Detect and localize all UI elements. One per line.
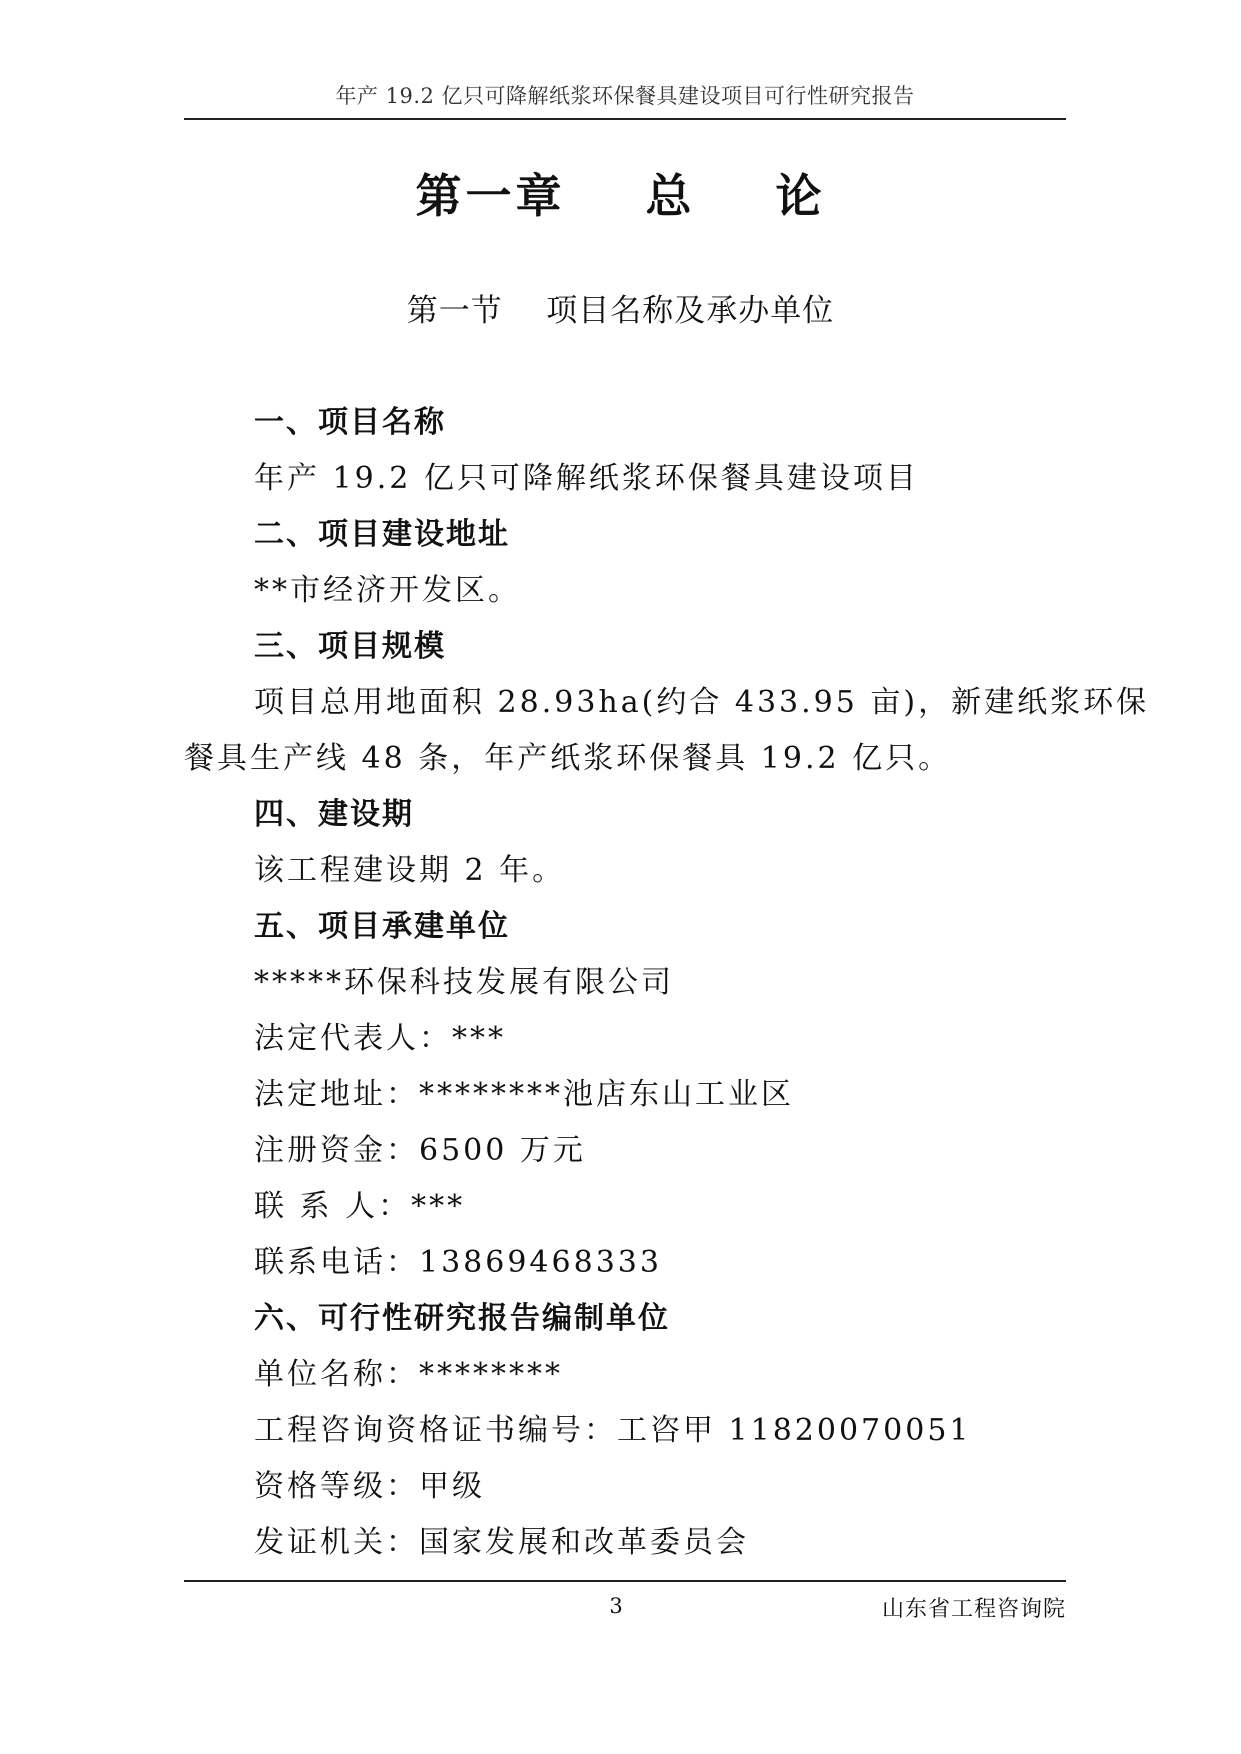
- heading-project-scale: 三、项目规模: [254, 629, 446, 664]
- heading-construction-period: 四、建设期: [254, 797, 414, 832]
- preparer-grade: 资格等级：甲级: [254, 1469, 485, 1504]
- section-title: 第一节 项目名称及承办单位: [406, 293, 835, 329]
- contractor-legal-rep: 法定代表人：***: [254, 1021, 506, 1056]
- contractor-contact: 联 系 人：***: [254, 1189, 466, 1224]
- contractor-capital: 注册资金：6500 万元: [254, 1133, 586, 1168]
- footer-organization: 山东省工程咨询院: [881, 1597, 1066, 1622]
- heading-project-address: 二、项目建设地址: [254, 517, 510, 552]
- preparer-issuer: 发证机关：国家发展和改革委员会: [254, 1525, 749, 1560]
- paragraph-project-scale-line2: 餐具生产线 48 条，年产纸浆环保餐具 19.2 亿只。: [184, 741, 952, 776]
- document-body: [184, 395, 1150, 1571]
- contractor-company: *****环保科技发展有限公司: [254, 965, 674, 1000]
- header-rule: [184, 118, 1066, 120]
- preparer-certificate: 工程咨询资格证书编号：工咨甲 11820070051: [254, 1413, 972, 1448]
- heading-report-preparer: 六、可行性研究报告编制单位: [254, 1301, 670, 1336]
- paragraph-project-scale-line1: 项目总用地面积 28.93ha(约合 433.95 亩)，新建纸浆环保: [254, 685, 1150, 720]
- paragraph-project-address: **市经济开发区。: [254, 573, 521, 608]
- preparer-name: 单位名称：********: [254, 1357, 563, 1392]
- contractor-address: 法定地址：********池店东山工业区: [254, 1077, 794, 1112]
- heading-project-name: 一、项目名称: [254, 405, 446, 440]
- contractor-phone: 联系电话：13869468333: [254, 1245, 662, 1280]
- running-header: 年产 19.2 亿只可降解纸浆环保餐具建设项目可行性研究报告: [335, 84, 915, 108]
- heading-contractor: 五、项目承建单位: [254, 909, 510, 944]
- footer-rule: [184, 1580, 1066, 1582]
- page-number: 3: [609, 1594, 623, 1618]
- chapter-title: 第一章 总 论: [415, 169, 826, 223]
- paragraph-construction-period: 该工程建设期 2 年。: [254, 853, 566, 888]
- paragraph-project-name: 年产 19.2 亿只可降解纸浆环保餐具建设项目: [254, 461, 919, 496]
